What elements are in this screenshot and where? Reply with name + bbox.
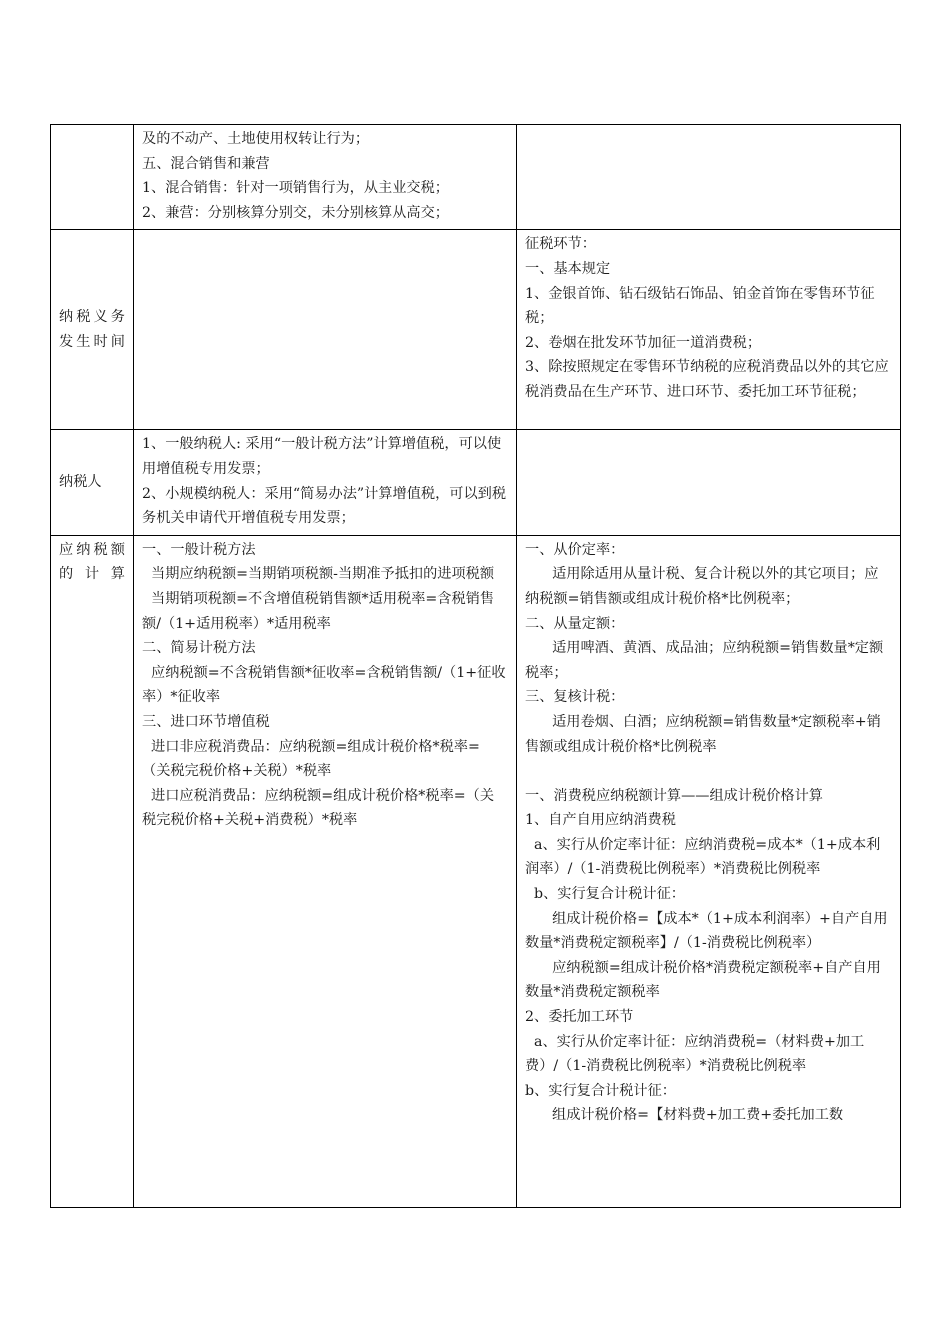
vat-line: 二、简易计税方法 [142, 640, 256, 657]
table-row-continuation [51, 125, 901, 230]
table-row-taxpayer [51, 430, 901, 535]
consumption-tax-cell [517, 535, 901, 1207]
vat-line: 1、混合销售：针对一项销售行为，从主业交税； [142, 180, 449, 197]
consumption-tax-line: 适用卷烟、白酒；应纳税额=销售数量*定额税率+销售额或组成计税价格*比例税率 [525, 713, 881, 755]
vat-line: 2、小规模纳税人：采用“简易办法”计算增值税，可以到税务机关申请代开增值税专用发票； [142, 485, 507, 527]
blank-line [525, 759, 892, 784]
consumption-tax-line: 征税环节： [525, 236, 596, 253]
consumption-tax-line: 一、消费税应纳税额计算——组成计税价格计算 [525, 787, 823, 804]
consumption-tax-cell [517, 430, 901, 535]
row-header-cell [51, 430, 134, 535]
row-header-label: 纳税人 [59, 474, 102, 491]
consumption-tax-line: a、实行从价定率计征：应纳消费税=成本*（1+成本利润率）/（1-消费税比例税率）*消费税比例税率 [525, 836, 881, 878]
row-header-label: 应纳税额的计算 [59, 541, 125, 583]
consumption-tax-line: 2、卷烟在批发环节加征一道消费税； [525, 334, 762, 351]
row-header-cell [51, 125, 134, 230]
vat-cell [134, 430, 517, 535]
consumption-tax-line: b、实行复合计税计征： [525, 886, 685, 903]
vat-cell [134, 535, 517, 1207]
consumption-tax-line: 1、金银首饰、钻石级钻石饰品、铂金首饰在零售环节征税； [525, 285, 875, 327]
vat-cell [134, 230, 517, 430]
consumption-tax-line: a、实行从价定率计征：应纳消费税=（材料费+加工费）/（1-消费税比例税率）*消费税比例税率 [525, 1033, 865, 1075]
consumption-tax-line: 组成计税价格=【成本*（1+成本利润率）+自产自用数量*消费税定额税率】/（1-消费税比例税率） [525, 910, 888, 952]
consumption-tax-line: 3、除按照规定在零售环节纳税的应税消费品以外的其它应税消费品在生产环节、进口环节、委托加工环节征税； [525, 359, 889, 400]
row-header-cell [51, 535, 134, 1207]
table-row-tax-calculation [51, 535, 901, 1207]
consumption-tax-line: 二、从量定额： [525, 615, 625, 632]
vat-line: 2、兼营：分别核算分别交，未分别核算从高交； [142, 204, 449, 221]
tax-comparison-table [50, 124, 901, 1208]
vat-line: 及的不动产、土地使用权转让行为； [142, 131, 370, 147]
table-row-tax-obligation-time [51, 230, 901, 430]
vat-cell [134, 125, 517, 230]
consumption-tax-cell [517, 125, 901, 230]
consumption-tax-line: 适用啤酒、黄酒、成品油；应纳税额=销售数量*定额税率； [525, 640, 884, 681]
vat-line: 当期销项税额=不含增值税销售额*适用税率=含税销售额/（1+适用税率）*适用税率 [142, 590, 495, 632]
consumption-tax-line: 三、复核计税： [525, 689, 625, 706]
consumption-tax-line: 1、自产自用应纳消费税 [525, 812, 676, 829]
consumption-tax-cell [517, 230, 901, 430]
consumption-tax-line: 2、委托加工环节 [525, 1009, 634, 1026]
vat-line: 进口非应税消费品：应纳税额=组成计税价格*税率=（关税完税价格+关税）*税率 [142, 738, 480, 780]
vat-line: 1、一般纳税人: 采用“一般计税方法”计算增值税，可以使用增值税专用发票； [142, 436, 502, 477]
consumption-tax-line: 一、基本规定 [525, 260, 611, 277]
consumption-tax-line: 组成计税价格=【材料费+加工费+委托加工数 [525, 1107, 844, 1124]
vat-line: 当期应纳税额=当期销项税额-当期准予抵扣的进项税额 [142, 566, 495, 583]
vat-line: 五、混合销售和兼营 [142, 155, 270, 172]
row-header-label: 纳税义务发生时间 [59, 309, 125, 350]
consumption-tax-line: b、实行复合计税计征： [525, 1082, 676, 1099]
vat-line: 三、进口环节增值税 [142, 713, 270, 730]
row-header-cell [51, 230, 134, 430]
consumption-tax-line: 适用除适用从量计税、复合计税以外的其它项目；应纳税额=销售额或组成计税价格*比例税率； [525, 566, 879, 607]
consumption-tax-line: 一、从价定率： [525, 541, 625, 558]
vat-line: 一、一般计税方法 [142, 541, 256, 558]
consumption-tax-line: 应纳税额=组成计税价格*消费税定额税率+自产自用数量*消费税定额税率 [525, 959, 881, 1001]
vat-line: 进口应税消费品：应纳税额=组成计税价格*税率=（关税完税价格+关税+消费税）*税率 [142, 787, 495, 829]
vat-line: 应纳税额=不含税销售额*征收率=含税销售额/（1+征收率）*征收率 [142, 664, 506, 706]
